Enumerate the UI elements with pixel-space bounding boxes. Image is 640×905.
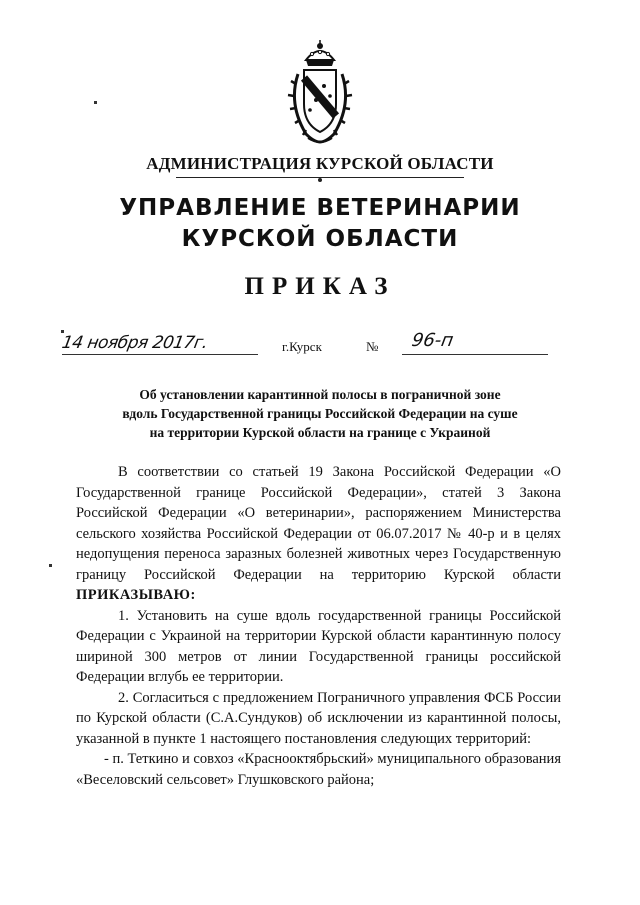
subject-line: Об установлении карантинной полосы в пограничной зоне — [139, 387, 501, 402]
issue-city: г.Курск — [282, 339, 322, 354]
department-name-line2: КУРСКОЙ ОБЛАСТИ — [181, 226, 459, 252]
handwritten-order-number: 96-п — [410, 330, 456, 351]
scan-speck — [94, 101, 97, 104]
handwritten-date: 14 ноября 2017г. — [60, 333, 210, 353]
subject-line: вдоль Государственной границы Российской Федерации на суше — [122, 406, 518, 421]
order-body — [76, 462, 561, 790]
clause-2-item-paragraph: - п. Теткино и совхоз «Краснооктябрьский» муниципального образования «Веселовский сельсовет» Глушковского района; — [76, 751, 561, 788]
scan-speck — [61, 330, 64, 333]
order-subject — [60, 385, 580, 442]
title-rule-dot — [318, 178, 322, 182]
department-name-line1: УПРАВЛЕНИЕ ВЕТЕРИНАРИИ — [119, 195, 521, 221]
clause-1-paragraph: 1. Установить на суше вдоль государственной границы Российской Федерации с Украиной на территории Курской области карантинную полосу шириной 300 метров от линии Государственной границы российской Федерации вглубь ее территории. — [76, 607, 561, 685]
preamble-paragraph — [76, 462, 561, 606]
date-underline — [62, 354, 258, 355]
number-underline — [402, 354, 548, 355]
number-sign: № — [366, 339, 379, 354]
scan-speck — [49, 564, 52, 567]
subject-line: на территории Курской области на границе с Украиной — [149, 425, 491, 440]
clause-2-paragraph: 2. Согласиться с предложением Пограничного управления ФСБ России по Курской области (С.А.Сундуков) об исключении из карантинной полосы, указанной в пункте 1 настоящего постановления следующих территорий: — [76, 689, 561, 747]
administration-title: АДМИНИСТРАЦИЯ КУРСКОЙ ОБЛАСТИ — [146, 154, 494, 173]
preamble-text: В соответствии со статьей 19 Закона Российской Федерации «О Государственной границе Российской Федерации», статей 3 Закона Российской Федерации «О ветеринарии», распоряжением Министерства сельского хозяйства Российской Федерации от 06.07.2017 № 40-р и в целях недопущения переноса заразных болезней животных через Государственную границу Российской Федерации на территорию Курской области — [76, 464, 561, 583]
document-type-title: ПРИКАЗ — [244, 273, 396, 300]
kursk-coat-of-arms-icon — [284, 38, 356, 146]
orders-keyword: ПРИКАЗЫВАЮ: — [76, 587, 196, 603]
